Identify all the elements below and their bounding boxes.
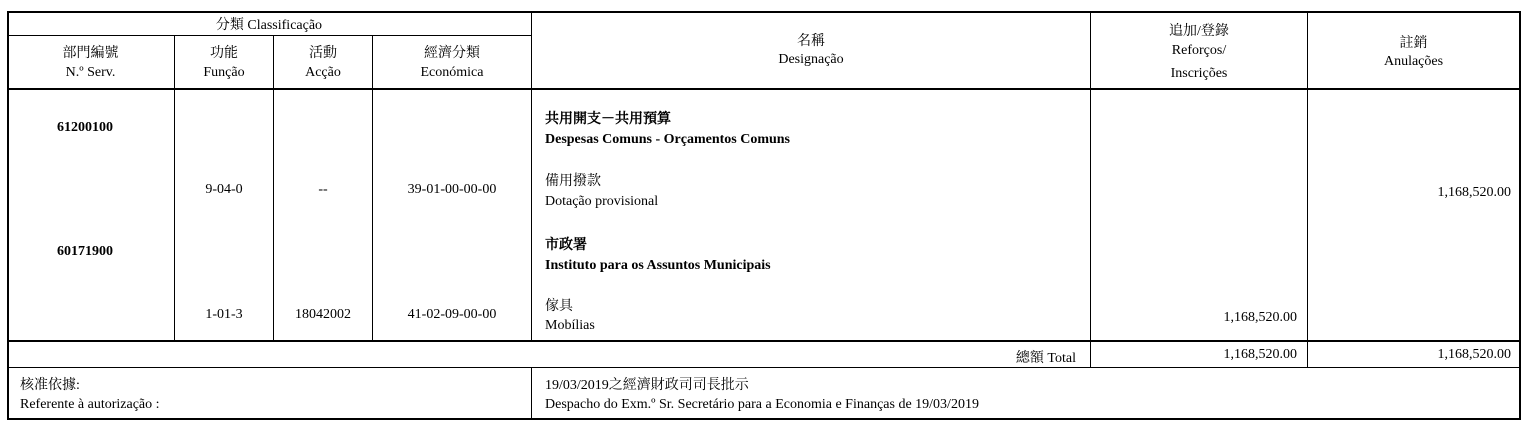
authorization-text-pt: Despacho do Exm.º Sr. Secretário para a Economia e Finanças de 19/03/2019: [545, 397, 979, 412]
table-row-action: --: [318, 182, 328, 197]
designation-header-pt: Designação: [778, 52, 844, 67]
action-header-zh: 活動: [309, 46, 337, 61]
table-row-designation-pt: Instituto para os Assuntos Municipais: [545, 258, 771, 273]
total-reinforcement: 1,168,520.00: [1223, 347, 1297, 362]
header-bottom-rule: [7, 88, 1521, 90]
frame-bottom: [7, 418, 1521, 420]
table-row-designation-pt: Mobílias: [545, 318, 595, 333]
reinforcements-header-pt2: Inscrições: [1170, 66, 1228, 81]
table-row-reinforcement: 1,168,520.00: [1223, 310, 1297, 325]
table-row-cancellation: 1,168,520.00: [1437, 185, 1511, 200]
action-header-pt: Acção: [305, 65, 341, 80]
frame-top: [7, 11, 1521, 13]
table-row-designation-zh: 共用開支－共用預算: [545, 112, 671, 127]
function-header-zh: 功能: [210, 46, 238, 61]
frame-right: [1519, 11, 1521, 420]
authorization-label-pt: Referente à autorização :: [20, 397, 160, 412]
cancellations-header-pt: Anulações: [1383, 54, 1444, 69]
total-bottom-rule: [7, 367, 1521, 368]
table-row-function: 1-01-3: [205, 307, 243, 322]
table-row-designation-pt: Dotação provisional: [545, 194, 659, 209]
economic-header-pt: Económica: [420, 65, 484, 80]
authorization-text-zh: 19/03/2019之經濟財政司司長批示: [545, 378, 749, 393]
economic-header-zh: 經濟分類: [424, 46, 480, 61]
total-label: 總額 Total: [1015, 351, 1076, 366]
auth-divider: [531, 367, 532, 419]
table-row-function: 9-04-0: [205, 182, 243, 197]
classification-header: 分類 Classificação: [215, 18, 323, 33]
table-row-action: 18042002: [295, 307, 351, 322]
cancellations-header-zh: 註銷: [1399, 36, 1428, 51]
table-row-designation-pt: Despesas Comuns - Orçamentos Comuns: [545, 132, 791, 147]
service-header-pt: N.º Serv.: [65, 65, 116, 80]
table-row-designation-zh: 備用撥款: [545, 174, 601, 189]
classification-divider: [7, 35, 531, 36]
function-header-pt: Função: [203, 65, 245, 80]
service-header-zh: 部門編號: [62, 46, 119, 61]
table-row-designation-zh: 市政署: [545, 238, 587, 253]
reinforcements-header-pt1: Reforços/: [1171, 43, 1227, 58]
table-row-service: 60171900: [57, 244, 113, 259]
table-row-economic: 39-01-00-00-00: [407, 182, 497, 197]
table-row-service: 61200100: [57, 120, 113, 135]
reinforcements-header-zh: 追加/登錄: [1169, 24, 1229, 39]
authorization-label-zh: 核准依據:: [20, 378, 80, 393]
table-row-designation-zh: 傢具: [545, 299, 573, 314]
designation-header-zh: 名稱: [797, 34, 825, 49]
total-cancellation: 1,168,520.00: [1437, 347, 1511, 362]
body-bottom-rule: [7, 340, 1521, 342]
table-row-economic: 41-02-09-00-00: [407, 307, 497, 322]
